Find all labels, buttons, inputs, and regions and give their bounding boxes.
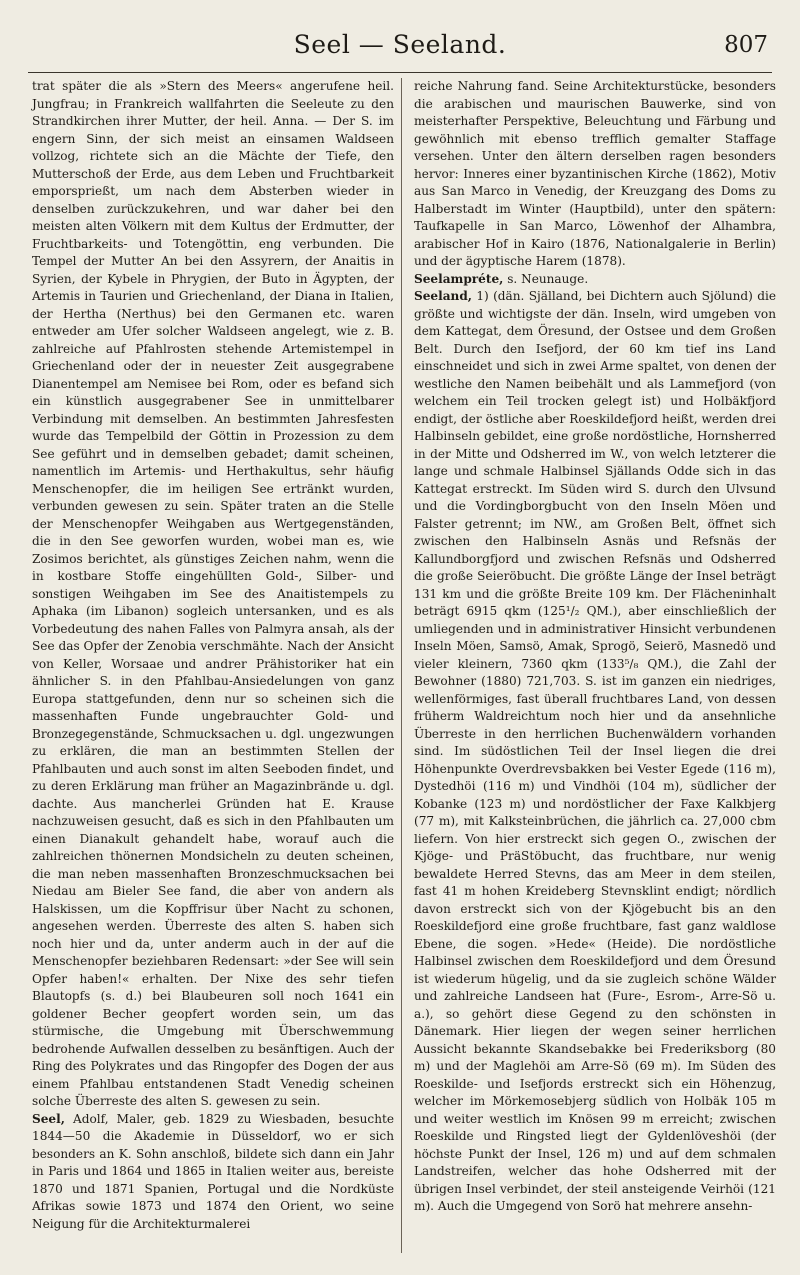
right-column — [414, 78, 776, 1216]
entry-headword: Seel, — [32, 1111, 65, 1126]
entry-text: trat später die als »Stern des Meers« angerufene heil. Jungfrau; in Frankreich wallfahrten die Seeleute zu den Strandkirchen ihrer Mutter, der heil. Anna. — Der S. im engern Sinn, der sich meist an einsamen Waldseen vollzog, richtete sich an die Mächte der Tiefe, den Mutterschoß der Erde, aus dem Leben und Fruchtbarkeit emporsprießt, um nach dem Absterben wieder in denselben zurückzukehren, und war daher bei den meisten alten Völkern mit dem Kultus der Erdmutter, der Fruchtbarkeits- und Totengöttin, eng verbunden. Die Tempel der Mutter An bei den Assyrern, der Anaitis in Syrien, der Kybele in Phrygien, der Buto in Ägypten, der Artemis in Taurien und Griechenland, der Diana in Italien, der Hertha (Nerthus) bei den Germanen etc. waren entweder am Ufer solcher Waldseen angelegt, wie z. B. zahlreiche auf Pfahlrosten stehende Artemistempel in Griechenland oder der in neuester Zeit ausgegrabene Dianentempel am Nemisee bei Rom, oder es befand sich ein künstlich ausgegrabener See in unmittelbarer Verbindung mit demselben. An bestimmten Jahresfesten wurde das Tempelbild der Göttin in Prozession zu dem See geführt und in demselben gebadet; damit scheinen, namentlich im Artemis- und Herthakultus, sehr häufig Menschenopfer, die im heiligen See ertränkt wurden, verbunden gewesen zu sein. Später traten an die Stelle der Menschenopfer Weihgaben aus Wertgegenständen, die in den See geworfen wurden, wobei man es, wie Zosimos berichtet, als günstiges Zeichen nahm, wenn die in kostbare Stoffe eingehüllten Gold-, Silber- und sonstigen Weihgaben im See des Anaitistempels zu Aphaka (im Libanon) sogleich untersanken, und es als Vorbedeutung des nahen Falles von Palmyra ansah, als der See das Opfer der Zenobia verschmähte. Nach der Ansicht von Keller, Worsaae und andrer Prähistoriker hat ein ähnlicher S. in den Pfahlbau-Ansiedelungen von ganz Europa stattgefunden, denn nur so scheinen sich die massenhaften Funde ungebrauchter Gold- und Bronzegegenstände, Schmucksachen u. dgl. ungezwungen zu erklären, die man an bestimmten Stellen der Pfahlbauten und auch sonst im alten Seeboden findet, und zu deren Erklärung man früher an Magazinbrände u. dgl. dachte. Aus mancherlei Gründen hat E. Krause nachzuweisen gesucht, daß es sich in den Pfahlbauten um einen Dianakult gehandelt habe, worauf auch die zahlreichen thönernen Mondsicheln zu deuten scheinen, die man neben massenhaften Bronzeschmucksachen bei Niedau am Bieler See fand, die aber von andern als Halskissen, um die Kopffrisur über Nacht zu schonen, angesehen werden. Überreste des alten S. haben sich noch hier und da, unter anderm auch in der auf die Menschenopfer beziehbaren Redensart: »der See will sein Opfer haben!« erhalten. Der Nixe des sehr tiefen Blautopfs (s. d.) bei Blaubeuren soll noch 1641 ein goldener Becher geopfert worden sein, um das stürmische, die Umgebung mit Überschwemmung bedrohende Aufwallen desselben zu besänftigen. Auch der Ring des Polykrates und das Ringopfer des Dogen der aus einem Pfahlbau entstandenen Stadt Venedig scheinen solche Überreste des alten S. gewesen zu sein. — [32, 79, 394, 1108]
entry-headword: Seeland, — [414, 289, 473, 303]
entry-paragraph — [32, 78, 394, 1111]
running-head: Seel — Seeland. — [293, 30, 507, 59]
entry-text: reiche Nahrung fand. Seine Architekturstücke, besonders die arabischen und maurischen Bauwerke, sind von meisterhafter Perspektive, Beleuchtung und Färbung und gewöhnlich mit ebenso trefflich gemalter Staffage versehen. Unter den ältern derselben ragen besonders hervor: Inneres einer byzantinischen Kirche (1862), Motiv aus San Marco in Venedig, der Kreuzgang des Doms zu Halberstadt im Winter (Hauptbild), unter den spätern: Taufkapelle in San Marco, Löwenhof der Alhambra, arabischer Hof in Kairo (1876, Nationalgalerie in Berlin) und der ägyptische Harem (1878). — [414, 79, 776, 268]
header-rule — [28, 72, 772, 73]
page-header — [0, 30, 800, 70]
entry-paragraph — [414, 271, 776, 289]
entry-headword: Seelampréte, — [414, 271, 504, 286]
entry-text: Adolf, Maler, geb. 1829 zu Wiesbaden, besuchte 1844—50 die Akademie in Düsseldorf, wo er sich besonders an K. Sohn anschloß, bildete sich dann ein Jahr in Paris und 1864 und 1865 in Italien weiter aus, bereiste 1870 und 1871 Spanien, Portugal und die Nordküste Afrikas sowie 1873 und 1874 den Orient, wo seine Neigung für die Architekturmalerei — [32, 1111, 394, 1231]
page-number: 807 — [724, 32, 768, 58]
entry-text: s. Neunauge. — [503, 271, 589, 286]
entry-paragraph — [414, 78, 776, 271]
column-divider — [401, 78, 402, 1253]
entry-paragraph — [32, 1111, 394, 1234]
left-column — [32, 78, 394, 1233]
entry-text: 1) (dän. Själland, bei Dichtern auch Sjölund) die größte und wichtigste der dän. Inseln, wird umgeben von dem Kattegat, dem Öresund, der Ostsee und dem Großen Belt. Durch den Isefjord, der 60 km tief ins Land einschneidet und sich in zwei Arme spaltet, von denen der westliche den Namen beibehält und als Lammefjord (von welchem ein Teil trocken gelegt ist) und Holbäkfjord endigt, der östliche aber Roeskildefjord heißt, werden drei Halbinseln gebildet, eine große nordöstliche, Hornsherred in der Mitte und Odsherred im W., von welch letzterer die lange und schmale Halbinsel Själlands Odde sich in das Kattegat erstreckt. Im Süden wird S. durch den Ulvsund und die Vordingborgbucht von den Inseln Möen und Falster getrennt; im NW., am Großen Belt, öffnet sich zwischen den Halbinseln Asnäs und Refsnäs der Kallundborgfjord und zwischen Refsnäs und Odsherred die große Seieröbucht. Die größte Länge der Insel beträgt 131 km und die größte Breite 109 km. Der Flächeninhalt beträgt 6915 qkm (125¹/₂ QM.), aber einschließlich der umliegenden und in administrativer Hinsicht verbundenen Inseln Möen, Samsö, Amak, Sprogö, Seierö, Masnedö und vieler kleinern, 7360 qkm (133⁵/₈ QM.), die Zahl der Bewohner (1880) 721,703. S. ist im ganzen ein niedriges, wellenförmiges, fast überall fruchtbares Land, von dessen früherm Waldreichtum noch hier und da ansehnliche Überreste in den herrlichen Buchenwäldern vorhanden sind. Im südöstlichen Teil der Insel liegen die drei Höhenpunkte Overdrevsbakken bei Vester Egede (116 m), Dystedhöi (116 m) und Vindhöi (104 m), südlicher der Kobanke (123 m) und nordöstlicher der Faxe Kalkbjerg (77 m), mit Kalksteinbrüchen, die jährlich ca. 27,000 cbm liefern. Von hier erstreckt sich gegen O., zwischen der Kjöge- und PräStöbucht, das fruchtbare, nur wenig bewaldete Herred Stevns, das am Meer in dem steilen, fast 41 m hohen Kreideberg Stevnsklint endigt; nördlich davon erstreckt sich von der Kjögebucht bis an den Roeskildefjord eine große fruchtbare, fast ganz waldlose Ebene, die sogen. »Hede« (Heide). Die nordöstliche Halbinsel zwischen dem Roeskildefjord und dem Öresund ist wiederum hügelig, und da sie zugleich schöne Wälder und zahlreiche Landseen hat (Fure-, Esrom-, Arre-Sö u. a.), so gehört diese Gegend zu den schönsten in Dänemark. Hier liegen der wegen seiner herrlichen Aussicht bekannte Skandsebakke bei Frederiksborg (80 m) und der Maglehöi am Arre-Sö (69 m). Im Süden des Roeskilde- und Isefjords erstreckt sich ein Höhenzug, welcher im Mörkemosebjerg südlich von Holbäk 105 m und weiter westlich im Knösen 99 m erreicht; zwischen Roeskilde und Ringsted liegt der Gyldenlöveshöi (der höchste Punkt der Insel, 126 m) und auf dem schmalen Landstreifen, welcher das hohe Odsherred mit der übrigen Insel verbindet, der steil ansteigende Veirhöi (121 m). Auch die Umgegend von Sorö hat mehrere ansehn- — [414, 289, 776, 1213]
entry-paragraph — [414, 288, 776, 1216]
